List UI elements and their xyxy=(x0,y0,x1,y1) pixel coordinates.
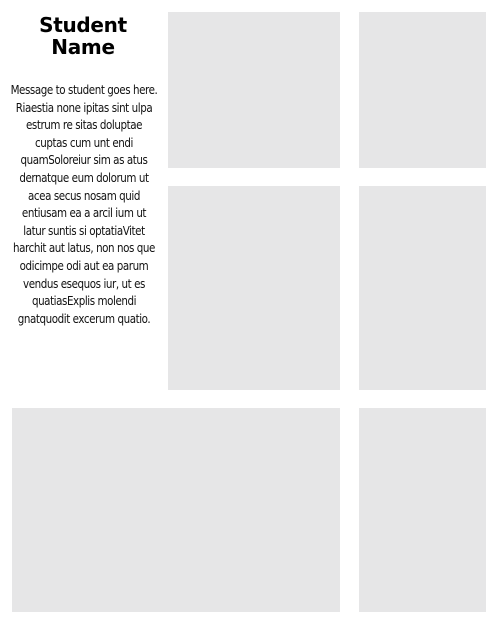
student-name-line-2: Name xyxy=(51,35,115,59)
student-name-heading xyxy=(12,14,154,58)
photo-placeholder-4 xyxy=(359,186,486,390)
student-name-line-1: Student xyxy=(39,13,127,37)
photo-placeholder-2 xyxy=(359,12,486,168)
photo-placeholder-5 xyxy=(12,408,340,612)
photo-placeholder-6 xyxy=(359,408,486,612)
photo-placeholder-1 xyxy=(168,12,340,168)
photo-placeholder-3 xyxy=(168,186,340,390)
student-message: Message to student goes here. Riaestia none ipitas sint ulpa estrum re sitas doluptae cuptas cum unt endi quamSoloreiur sim as atus dernatque eum dolorum ut acea secus nosam quid entiusam ea a arcil ium ut latur suntis si optatiaVitet harchit aut latus, non nos que odicimpe odi aut ea parum vendus esequos iur, ut es quatiasExplis molendi gnatquodit excerum quatio. xyxy=(10,83,158,326)
